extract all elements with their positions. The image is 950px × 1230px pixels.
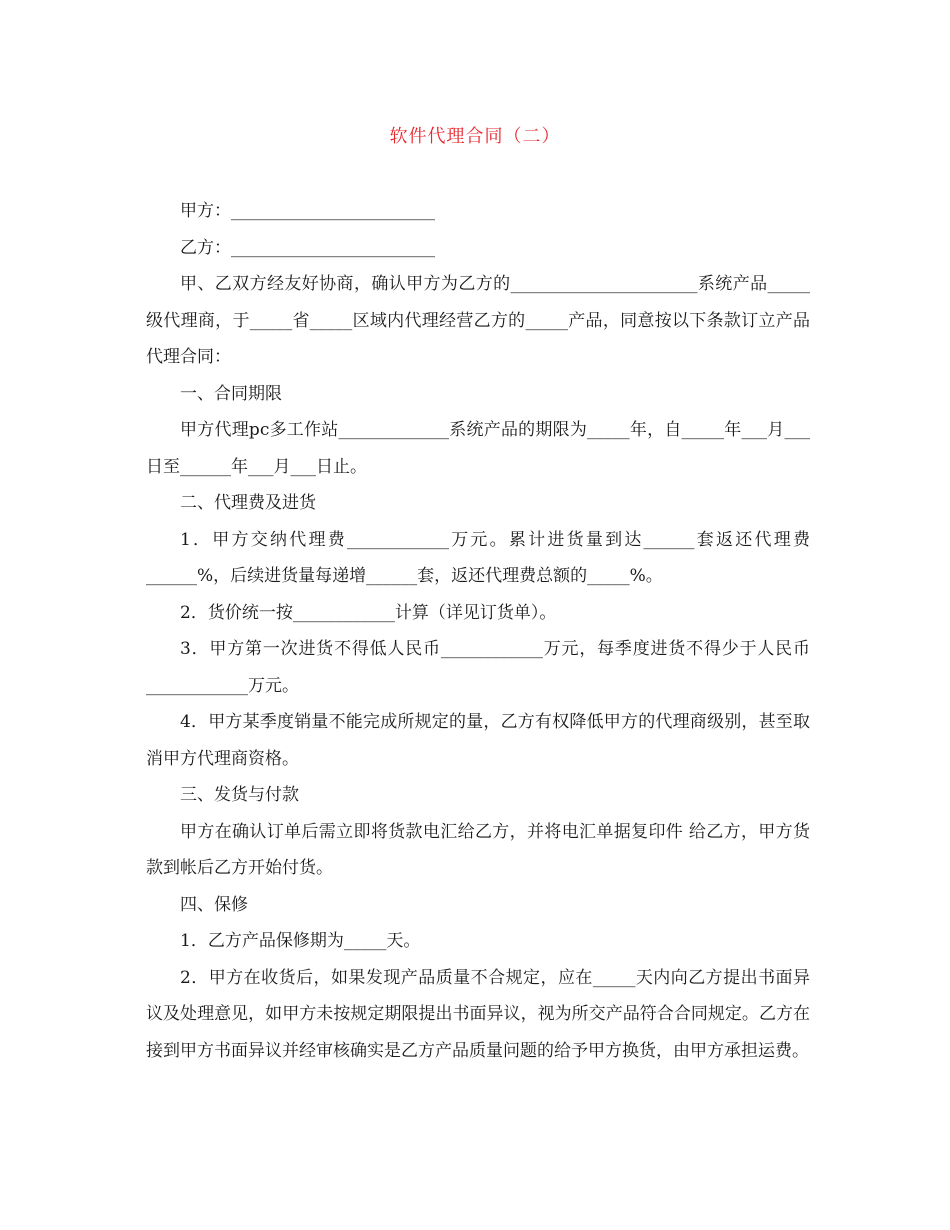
fees-clause-2: 2．货价统一按____________计算（详见订货单）。 [180, 602, 557, 623]
party-b-line: 乙方：________________________ [180, 237, 435, 258]
section-heading-fees: 二、代理费及进货 [180, 493, 316, 513]
preamble-paragraph: 甲、乙双方经友好协商，确认甲方为乙方的______________________系统产品_____级代理商，于_____省_____区域内代理经营乙方的_____产品，同意按以下条款订立产品代理合同： [146, 274, 810, 367]
section-heading-warranty: 四、保修 [180, 894, 248, 915]
warranty-clause-1: 1．乙方产品保修期为_____天。 [180, 931, 421, 951]
section-heading-delivery: 三、发货与付款 [180, 785, 299, 805]
document-body [146, 193, 810, 1069]
delivery-paragraph: 甲方在确认订单后需立即将货款电汇给乙方，并将电汇单据复印件 给乙方，甲方货款到帐后乙方开始付货。 [146, 821, 810, 878]
document-title: 软件代理合同（二） [389, 126, 561, 147]
section-heading-term: 一、合同期限 [180, 383, 282, 404]
fees-clause-4: 4．甲方某季度销量不能完成所规定的量，乙方有权降低甲方的代理商级别，甚至取消甲方代理商资格。 [146, 712, 810, 769]
fees-clause-3: 3．甲方第一次进货不得低人民币____________万元，每季度进货不得少于人民币____________万元。 [146, 639, 810, 696]
fees-clause-1: 1．甲方交纳代理费____________万元。累计进货量到达______套返还代理费______%，后续进货量每递增______套，返还代理费总额的_____%。 [146, 529, 810, 586]
term-paragraph: 甲方代理pc多工作站_____________系统产品的期限为_____年，自_____年___月___日至______年___月___日止。 [146, 420, 810, 477]
warranty-clause-2: 2．甲方在收货后，如果发现产品质量不合规定，应在_____天内向乙方提出书面异议及处理意见，如甲方未按规定期限提出书面异议，视为所交产品符合合同规定。乙方在接到甲方书面异议并经审核确实是乙方产品质量问题的给予甲方换货，由甲方承担运费。 [146, 967, 810, 1061]
party-a-line: 甲方：________________________ [180, 201, 435, 221]
